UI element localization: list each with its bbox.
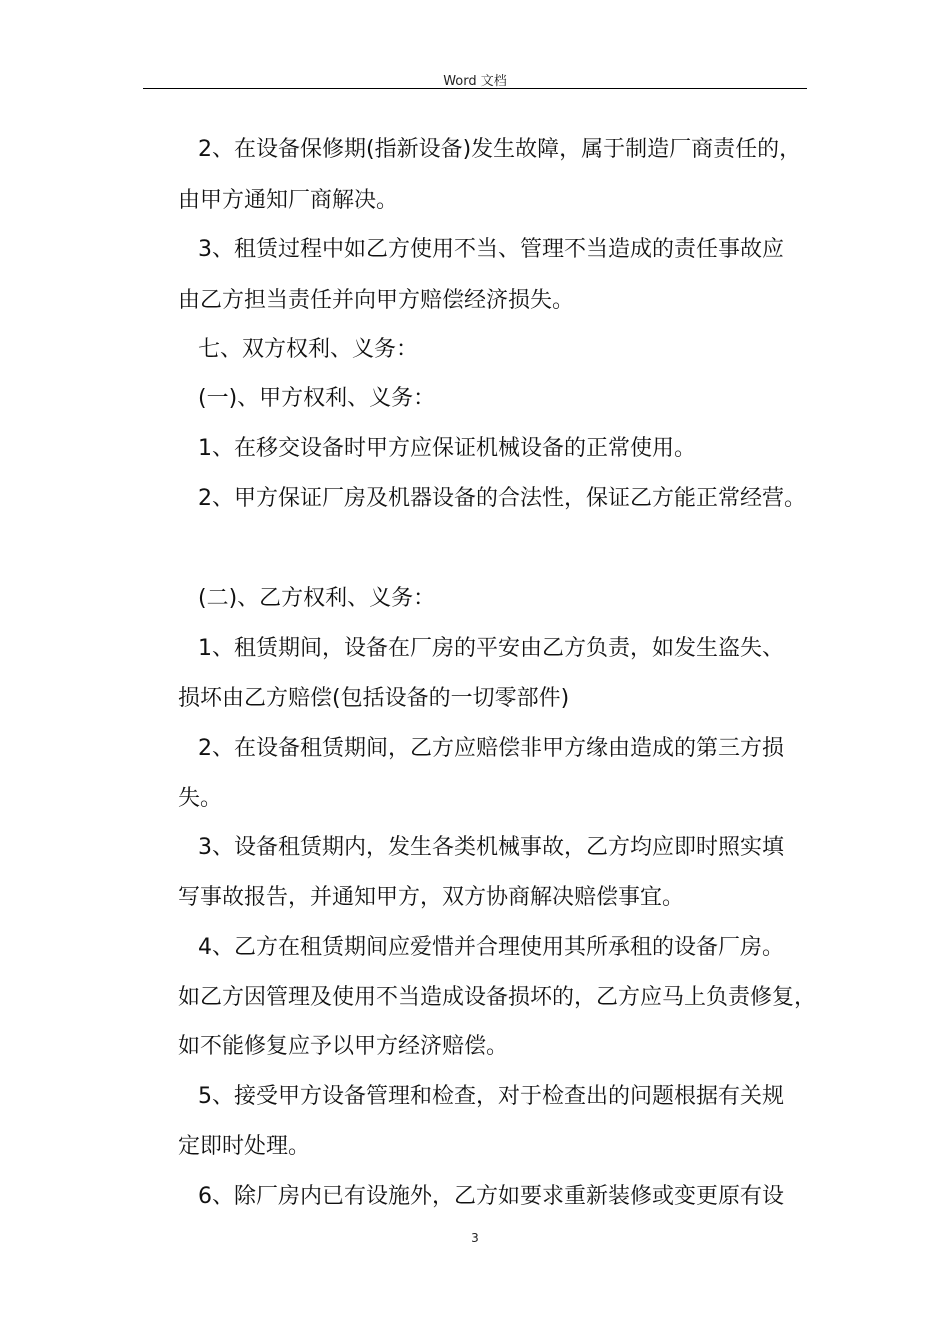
subsection-heading: (二)、乙方权利、义务：: [198, 586, 436, 611]
page-number: 3: [471, 1231, 479, 1245]
text-line: 2、在设备保修期(指新设备)发生故障，属于制造厂商责任的，: [198, 137, 802, 162]
text-line: 写事故报告，并通知甲方，双方协商解决赔偿事宜。: [178, 885, 685, 910]
text-line: 如不能修复应予以甲方经济赔偿。: [178, 1034, 509, 1059]
text-line: 1、租赁期间，设备在厂房的平安由乙方负责，如发生盗失、: [198, 636, 784, 661]
text-line: 3、设备租赁期内，发生各类机械事故，乙方均应即时照实填: [198, 835, 784, 860]
text-line: 1、在移交设备时甲方应保证机械设备的正常使用。: [198, 436, 696, 461]
text-line: 由甲方通知厂商解决。: [178, 188, 399, 213]
header-divider: [143, 88, 807, 89]
text-line: 由乙方担当责任并向甲方赔偿经济损失。: [178, 288, 575, 313]
text-line: 失。: [178, 786, 223, 811]
section-heading: 七、双方权利、义务：: [198, 337, 419, 362]
text-line: 3、租赁过程中如乙方使用不当、管理不当造成的责任事故应: [198, 237, 784, 262]
text-line: 4、乙方在租赁期间应爱惜并合理使用其所承租的设备厂房。: [198, 935, 784, 960]
text-line: 6、除厂房内已有设施外，乙方如要求重新装修或变更原有设: [198, 1184, 784, 1209]
text-line: 如乙方因管理及使用不当造成设备损坏的，乙方应马上负责修复，: [178, 985, 817, 1010]
subsection-heading: (一)、甲方权利、义务：: [198, 386, 436, 411]
text-line: 损坏由乙方赔偿(包括设备的一切零部件): [178, 686, 570, 711]
text-line: 2、在设备租赁期间，乙方应赔偿非甲方缘由造成的第三方损: [198, 736, 784, 761]
page-header: Word 文档: [443, 74, 507, 89]
text-line: 定即时处理。: [178, 1134, 311, 1159]
text-line: 5、接受甲方设备管理和检查，对于检查出的问题根据有关规: [198, 1084, 784, 1109]
text-line: 2、甲方保证厂房及机器设备的合法性，保证乙方能正常经营。: [198, 486, 806, 511]
